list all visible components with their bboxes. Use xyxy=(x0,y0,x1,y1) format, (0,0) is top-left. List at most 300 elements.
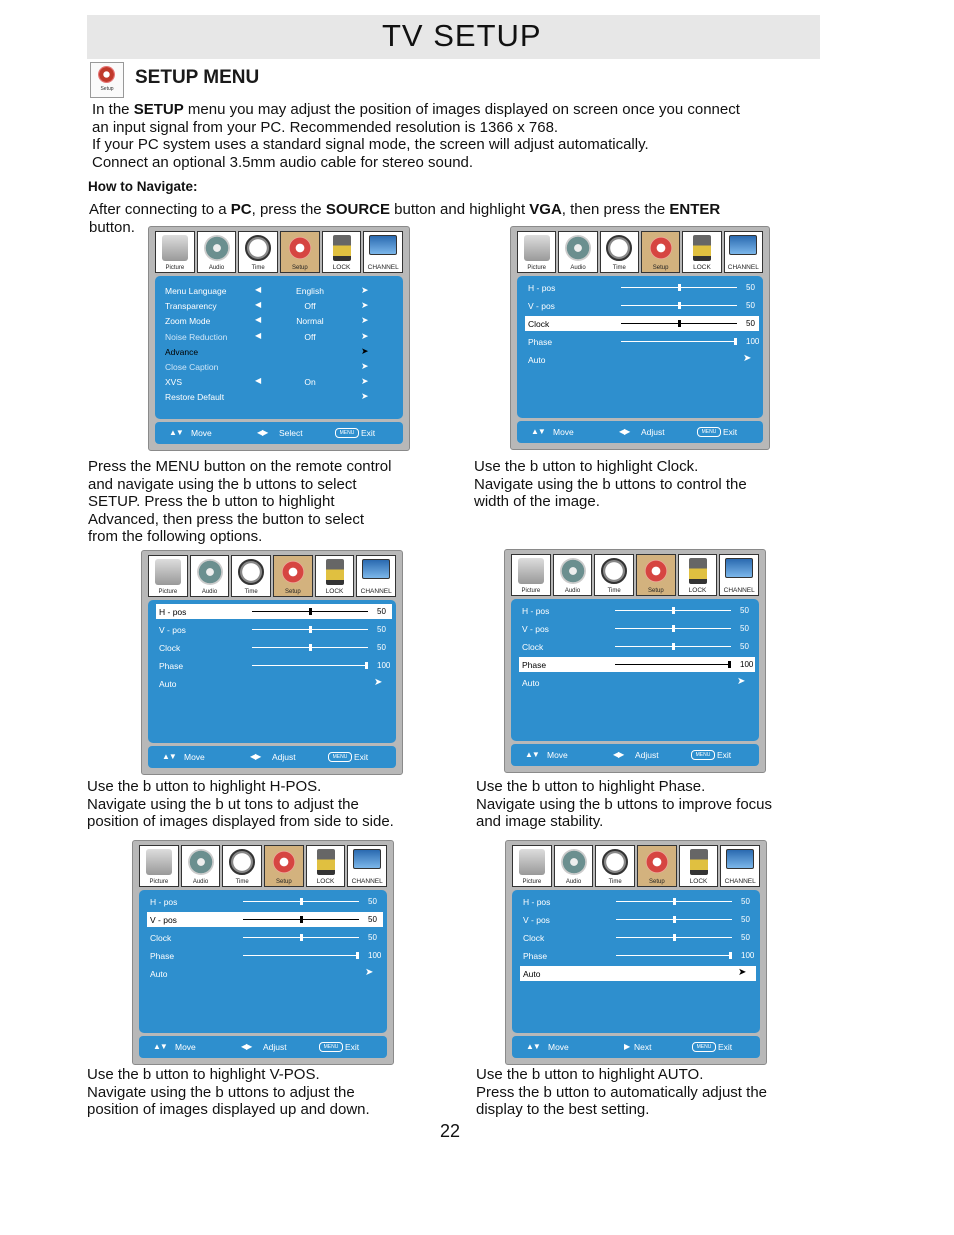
caption-setup: Press the MENU button on the remote control and navigate using the b uttons to select SETUP. Press the b utton to highlight Advanced, then press the button to select from the following options. xyxy=(88,458,392,545)
tab-label: LOCK xyxy=(316,878,335,885)
tab-label: CHANNEL xyxy=(727,264,759,271)
slider-track[interactable] xyxy=(252,665,368,666)
footer-exit-label: Exit xyxy=(345,1042,360,1052)
lock-icon xyxy=(326,559,344,585)
menu-footer xyxy=(155,422,403,444)
arrow-right-icon[interactable]: ➤ xyxy=(361,391,369,402)
menu-item-label: Menu Language xyxy=(165,286,227,296)
tab-label: Audio xyxy=(565,879,582,885)
gear-icon xyxy=(648,235,674,261)
slider-track[interactable] xyxy=(243,937,359,938)
slider-track[interactable] xyxy=(243,919,359,920)
tab-label: Setup xyxy=(285,589,301,595)
monitor-icon xyxy=(725,558,753,578)
footer-move-label: Move xyxy=(191,428,212,438)
arrow-right-icon[interactable]: ➤ xyxy=(361,376,369,387)
tab-label: LOCK xyxy=(688,587,707,594)
menu-item-value: Off xyxy=(304,301,316,312)
menu-footer xyxy=(139,1036,387,1058)
tab-setup[interactable] xyxy=(273,555,313,597)
picture-icon xyxy=(146,849,172,875)
row-label: H - pos xyxy=(523,897,551,907)
row-label: Clock xyxy=(150,933,172,943)
menu-item-value: English xyxy=(296,286,324,296)
adjust-row-h-pos[interactable] xyxy=(525,280,759,295)
footer-exit-label: Exit xyxy=(354,752,369,762)
up-down-icon: ▲▼ xyxy=(162,752,176,761)
slider-knob[interactable] xyxy=(309,644,312,651)
tab-lock[interactable] xyxy=(306,845,346,887)
setup-menu-item[interactable] xyxy=(165,375,383,390)
arrow-right-icon[interactable]: ➤ xyxy=(361,300,369,311)
menu-item-label: Zoom Mode xyxy=(165,316,211,327)
row-label: Auto xyxy=(522,678,540,688)
tab-time[interactable] xyxy=(222,845,262,887)
picture-icon xyxy=(519,849,545,875)
left-right-icon: ◀▶ xyxy=(241,1042,252,1051)
adjust-row-v-pos[interactable] xyxy=(156,622,392,637)
setup-menu-item[interactable] xyxy=(165,314,383,329)
row-label: Auto xyxy=(150,969,168,979)
audio-icon xyxy=(561,849,587,875)
row-value: 50 xyxy=(746,283,755,292)
row-value: 50 xyxy=(746,301,755,310)
row-label: Phase xyxy=(523,951,548,961)
slider-knob[interactable] xyxy=(300,934,303,941)
row-label: H - pos xyxy=(150,897,178,907)
tab-label: Setup xyxy=(649,879,665,885)
slider-knob[interactable] xyxy=(673,916,676,923)
arrow-right-icon[interactable]: ➤ xyxy=(361,285,369,295)
row-label: Phase xyxy=(522,660,547,670)
slider-track[interactable] xyxy=(615,628,731,629)
up-down-icon: ▲▼ xyxy=(153,1042,167,1051)
tab-audio[interactable] xyxy=(181,845,221,887)
gear-icon xyxy=(271,849,297,875)
tab-label: Setup xyxy=(292,265,308,271)
row-label: Auto xyxy=(528,355,546,365)
adjust-row-phase[interactable] xyxy=(525,334,759,349)
row-label: Auto xyxy=(159,679,177,689)
clock-icon xyxy=(606,235,632,261)
row-value: 50 xyxy=(741,915,750,924)
picture-icon xyxy=(155,559,181,585)
menu-button-icon: MENU xyxy=(697,427,721,437)
tab-lock[interactable] xyxy=(315,555,355,597)
monitor-icon xyxy=(726,849,754,869)
tv-menu-phase xyxy=(504,549,766,773)
lock-icon xyxy=(333,235,351,261)
tab-channel[interactable] xyxy=(347,845,387,887)
adjust-row-v-pos[interactable] xyxy=(520,912,756,927)
slider-knob[interactable] xyxy=(309,626,312,633)
tv-menu-hpos xyxy=(141,550,403,775)
adjust-row-clock[interactable] xyxy=(520,930,756,945)
tab-time[interactable] xyxy=(595,845,635,887)
slider-knob[interactable] xyxy=(678,320,681,327)
menu-tab-bar xyxy=(155,231,403,273)
menu-tab-bar xyxy=(139,845,387,887)
tab-audio[interactable] xyxy=(558,231,597,273)
arrow-left-icon[interactable]: ◀ xyxy=(255,330,262,340)
left-right-icon: ◀▶ xyxy=(250,752,261,761)
footer-move-label: Move xyxy=(553,427,574,437)
picture-icon xyxy=(162,235,188,261)
monitor-icon xyxy=(729,235,757,255)
adjust-row-phase[interactable] xyxy=(520,948,756,963)
menu-screen xyxy=(148,600,396,743)
row-label: Auto xyxy=(523,969,541,979)
up-down-icon: ▲▼ xyxy=(525,750,539,759)
footer-move-label: Move xyxy=(548,1042,569,1052)
slider-track[interactable] xyxy=(621,287,737,288)
tab-label: Picture xyxy=(149,879,169,885)
tab-audio[interactable] xyxy=(553,554,593,596)
menu-screen xyxy=(139,890,387,1033)
tab-channel[interactable] xyxy=(363,231,403,273)
setup-menu-item[interactable] xyxy=(165,360,383,375)
intro-text: In the SETUP menu you may adjust the position of images displayed on screen once you connect an input signal from your PC. Recommended resolution is 1366 x 768. If your PC system uses a standard signal mode, the screen will adjust automatically. Connect an optional 3.5mm audio cable for stereo sound. xyxy=(92,101,740,171)
adjust-row-clock[interactable] xyxy=(147,930,383,945)
adjust-row-phase[interactable] xyxy=(519,657,755,672)
up-down-icon: ▲▼ xyxy=(526,1042,540,1051)
footer-exit-label: Exit xyxy=(718,1042,733,1052)
menu-item-label: Advance xyxy=(165,346,199,357)
row-value: 100 xyxy=(740,660,754,669)
clock-icon xyxy=(602,849,628,875)
footer-adjust-label: Adjust xyxy=(641,427,665,437)
setup-menu-item[interactable] xyxy=(165,284,383,299)
adjust-row-v-pos[interactable] xyxy=(525,298,759,313)
tab-setup[interactable] xyxy=(636,554,676,596)
arrow-right-icon[interactable]: ➤ xyxy=(743,353,752,364)
arrow-right-icon[interactable]: ➤ xyxy=(737,676,746,687)
audio-icon xyxy=(565,235,591,261)
slider-track[interactable] xyxy=(615,610,731,611)
tab-time[interactable] xyxy=(231,555,271,597)
row-value: 50 xyxy=(746,319,755,328)
tab-label: Setup xyxy=(648,588,664,594)
adjust-row-phase[interactable] xyxy=(156,658,392,673)
row-value: 50 xyxy=(740,624,749,633)
menu-button-icon: MENU xyxy=(691,750,715,760)
gear-icon xyxy=(280,559,306,585)
slider-track[interactable] xyxy=(621,341,737,342)
clock-icon xyxy=(229,849,255,875)
play-icon: ▶ xyxy=(624,1042,630,1051)
row-label: Clock xyxy=(528,319,550,329)
caption-clock: Use the b utton to highlight Clock. Navigate using the b uttons to control the width of the image. xyxy=(474,458,747,510)
slider-track[interactable] xyxy=(243,901,359,902)
footer-select-label: Select xyxy=(279,428,303,438)
tab-label: Audio xyxy=(192,879,209,885)
menu-footer xyxy=(517,421,763,443)
tab-picture[interactable] xyxy=(139,845,179,887)
slider-knob[interactable] xyxy=(678,284,681,291)
caption-phase: Use the b utton to highlight Phase. Navigate using the b uttons to improve focus and image stability. xyxy=(476,778,773,830)
tab-label: Time xyxy=(607,588,621,594)
row-label: V - pos xyxy=(159,625,186,635)
slider-knob[interactable] xyxy=(300,916,303,923)
left-right-icon: ◀▶ xyxy=(619,427,630,436)
row-label: Phase xyxy=(150,951,175,961)
row-value: 100 xyxy=(741,951,755,960)
tv-menu-setup xyxy=(148,226,410,451)
picture-icon xyxy=(518,558,544,584)
clock-icon xyxy=(245,235,271,261)
footer-next-label: Next xyxy=(634,1042,652,1052)
setup-menu-item[interactable] xyxy=(165,299,383,314)
setup-menu-item[interactable] xyxy=(165,390,383,405)
tab-time[interactable] xyxy=(238,231,278,273)
tab-setup[interactable] xyxy=(637,845,677,887)
how-to-navigate-heading: How to Navigate: xyxy=(88,179,198,194)
page-number: 22 xyxy=(440,1121,461,1141)
tab-channel[interactable] xyxy=(724,231,763,273)
tab-label: Time xyxy=(235,879,249,885)
row-label: H - pos xyxy=(528,283,556,293)
arrow-right-icon[interactable]: ➤ xyxy=(361,361,369,371)
menu-item-value: On xyxy=(304,377,316,388)
tab-audio[interactable] xyxy=(554,845,594,887)
setup-icon-label: Setup xyxy=(100,86,114,92)
gear-icon xyxy=(98,66,115,83)
tab-label: CHANNEL xyxy=(367,264,399,271)
tab-label: Audio xyxy=(564,588,581,594)
adjust-row-clock[interactable] xyxy=(525,316,759,331)
tab-audio[interactable] xyxy=(190,555,230,597)
tab-label: Picture xyxy=(522,879,542,885)
row-value: 50 xyxy=(740,642,749,651)
arrow-left-icon[interactable]: ◀ xyxy=(255,376,262,386)
arrow-left-icon[interactable]: ◀ xyxy=(255,285,262,294)
tab-label: CHANNEL xyxy=(360,588,392,595)
adjust-row-auto[interactable] xyxy=(520,966,756,981)
tv-menu-vpos xyxy=(132,840,394,1065)
adjust-row-auto[interactable] xyxy=(156,676,392,691)
arrow-right-icon[interactable]: ➤ xyxy=(738,967,747,978)
tab-channel[interactable] xyxy=(720,845,760,887)
row-label: V - pos xyxy=(522,624,549,634)
menu-item-label: Restore Default xyxy=(165,392,225,403)
row-value: 50 xyxy=(368,933,377,942)
arrow-right-icon[interactable]: ➤ xyxy=(374,677,383,688)
footer-move-label: Move xyxy=(184,752,205,762)
row-value: 50 xyxy=(741,933,750,942)
slider-track[interactable] xyxy=(252,611,368,612)
menu-button-icon: MENU xyxy=(692,1042,716,1052)
row-value: 100 xyxy=(377,661,391,670)
menu-tab-bar xyxy=(512,845,760,887)
up-down-icon: ▲▼ xyxy=(169,428,183,437)
slider-knob[interactable] xyxy=(678,302,681,309)
adjust-row-h-pos[interactable] xyxy=(519,603,755,618)
tab-label: Picture xyxy=(165,265,185,271)
gear-icon xyxy=(287,235,313,261)
slider-track[interactable] xyxy=(252,629,368,630)
monitor-icon xyxy=(353,849,381,869)
slider-knob[interactable] xyxy=(672,625,675,632)
footer-exit-label: Exit xyxy=(361,428,376,438)
menu-screen xyxy=(511,599,759,741)
tab-time[interactable] xyxy=(594,554,634,596)
clock-icon xyxy=(601,558,627,584)
slider-knob[interactable] xyxy=(673,898,676,905)
tab-lock[interactable] xyxy=(678,554,718,596)
tab-label: Time xyxy=(251,265,265,271)
tab-setup[interactable] xyxy=(641,231,680,273)
footer-exit-label: Exit xyxy=(717,750,732,760)
tab-picture[interactable] xyxy=(512,845,552,887)
tab-lock[interactable] xyxy=(322,231,362,273)
tab-picture[interactable] xyxy=(517,231,556,273)
picture-icon xyxy=(524,235,550,261)
tab-label: LOCK xyxy=(325,588,344,595)
arrow-right-icon[interactable]: ➤ xyxy=(361,315,369,326)
tab-setup[interactable] xyxy=(280,231,320,273)
arrow-right-icon[interactable]: ➤ xyxy=(361,345,369,356)
caption-auto: Use the b utton to highlight AUTO. Press the b utton to automatically adjust the display to the best setting. xyxy=(476,1066,767,1118)
menu-screen xyxy=(512,890,760,1033)
slider-knob[interactable] xyxy=(673,934,676,941)
slider-knob[interactable] xyxy=(365,662,368,669)
slider-track[interactable] xyxy=(616,919,732,920)
tab-label: Setup xyxy=(652,265,669,271)
menu-footer xyxy=(148,746,396,768)
up-down-icon: ▲▼ xyxy=(531,427,545,436)
adjust-row-clock[interactable] xyxy=(156,640,392,655)
adjust-row-h-pos[interactable] xyxy=(520,894,756,909)
tv-menu-clock xyxy=(510,226,770,450)
lock-icon xyxy=(690,849,708,875)
clock-icon xyxy=(238,559,264,585)
tab-picture[interactable] xyxy=(148,555,188,597)
slider-knob[interactable] xyxy=(672,607,675,614)
footer-move-label: Move xyxy=(175,1042,196,1052)
menu-button-icon: MENU xyxy=(335,428,359,438)
row-value: 50 xyxy=(741,897,750,906)
tab-lock[interactable] xyxy=(679,845,719,887)
slider-track[interactable] xyxy=(621,305,737,306)
slider-track[interactable] xyxy=(243,955,359,956)
tab-setup[interactable] xyxy=(264,845,304,887)
audio-icon xyxy=(188,849,214,875)
slider-track[interactable] xyxy=(616,937,732,938)
tab-audio[interactable] xyxy=(197,231,237,273)
tab-label: Setup xyxy=(276,879,292,885)
arrow-right-icon[interactable]: ➤ xyxy=(361,330,369,341)
adjust-row-clock[interactable] xyxy=(519,639,755,654)
tab-channel[interactable] xyxy=(719,554,759,596)
setup-icon xyxy=(90,62,124,98)
slider-knob[interactable] xyxy=(728,661,731,668)
tab-picture[interactable] xyxy=(511,554,551,596)
adjust-row-h-pos[interactable] xyxy=(147,894,383,909)
slider-track[interactable] xyxy=(615,646,731,647)
row-label: Phase xyxy=(159,661,184,671)
adjust-row-auto[interactable] xyxy=(525,352,759,367)
menu-item-value: Normal xyxy=(296,316,324,327)
tab-channel[interactable] xyxy=(356,555,396,597)
menu-item-label: Noise Reduction xyxy=(165,331,228,342)
slider-track[interactable] xyxy=(615,664,731,665)
tab-label: Audio xyxy=(201,589,218,595)
arrow-left-icon[interactable]: ◀ xyxy=(255,315,262,325)
tab-time[interactable] xyxy=(600,231,639,273)
row-label: Clock xyxy=(523,933,545,943)
slider-knob[interactable] xyxy=(734,338,737,345)
menu-footer xyxy=(512,1036,760,1058)
menu-tab-bar xyxy=(511,554,759,596)
row-value: 50 xyxy=(377,625,386,634)
slider-track[interactable] xyxy=(252,647,368,648)
slider-knob[interactable] xyxy=(309,608,312,615)
slider-knob[interactable] xyxy=(729,952,732,959)
monitor-icon xyxy=(362,559,390,579)
slider-track[interactable] xyxy=(616,901,732,902)
row-value: 50 xyxy=(377,643,386,652)
row-value: 100 xyxy=(368,951,382,960)
monitor-icon xyxy=(369,235,397,255)
adjust-row-v-pos[interactable] xyxy=(147,912,383,927)
gear-icon xyxy=(644,849,670,875)
caption-vpos: Use the b utton to highlight V-POS. Navigate using the b uttons to adjust the position of images displayed up and down. xyxy=(87,1066,370,1118)
tab-label: LOCK xyxy=(332,264,351,271)
adjust-row-auto[interactable] xyxy=(519,675,755,690)
setup-menu-item[interactable] xyxy=(165,330,383,345)
row-label: V - pos xyxy=(150,915,177,925)
tab-label: Time xyxy=(608,879,622,885)
menu-item-value: Off xyxy=(304,331,316,342)
setup-menu-item[interactable] xyxy=(165,345,383,360)
adjust-row-v-pos[interactable] xyxy=(519,621,755,636)
arrow-right-icon[interactable]: ➤ xyxy=(365,967,374,978)
tab-label: CHANNEL xyxy=(723,587,755,594)
slider-knob[interactable] xyxy=(672,643,675,650)
tab-label: LOCK xyxy=(689,878,708,885)
menu-tab-bar xyxy=(148,555,396,597)
slider-knob[interactable] xyxy=(300,898,303,905)
adjust-row-auto[interactable] xyxy=(147,966,383,981)
tv-menu-auto xyxy=(505,840,767,1065)
lock-icon xyxy=(689,558,707,584)
row-label: Clock xyxy=(159,643,181,653)
section-title: SETUP MENU xyxy=(135,67,260,88)
row-value: 50 xyxy=(368,915,377,924)
audio-icon xyxy=(560,558,586,584)
gear-icon xyxy=(643,558,669,584)
row-label: H - pos xyxy=(159,607,187,617)
footer-adjust-label: Adjust xyxy=(272,752,296,762)
audio-icon xyxy=(197,559,223,585)
left-right-icon: ◀▶ xyxy=(613,750,624,759)
tab-lock[interactable] xyxy=(682,231,721,273)
tab-label: Time xyxy=(244,589,258,595)
arrow-left-icon[interactable]: ◀ xyxy=(255,300,262,310)
tab-label: Audio xyxy=(208,265,225,271)
footer-adjust-label: Adjust xyxy=(635,750,659,760)
tab-picture[interactable] xyxy=(155,231,195,273)
menu-screen xyxy=(155,276,403,419)
adjust-row-h-pos[interactable] xyxy=(156,604,392,619)
adjust-row-phase[interactable] xyxy=(147,948,383,963)
tab-label: CHANNEL xyxy=(724,878,756,885)
row-value: 50 xyxy=(740,606,749,615)
slider-track[interactable] xyxy=(616,955,732,956)
footer-adjust-label: Adjust xyxy=(263,1042,287,1052)
slider-knob[interactable] xyxy=(356,952,359,959)
slider-track[interactable] xyxy=(621,323,737,324)
